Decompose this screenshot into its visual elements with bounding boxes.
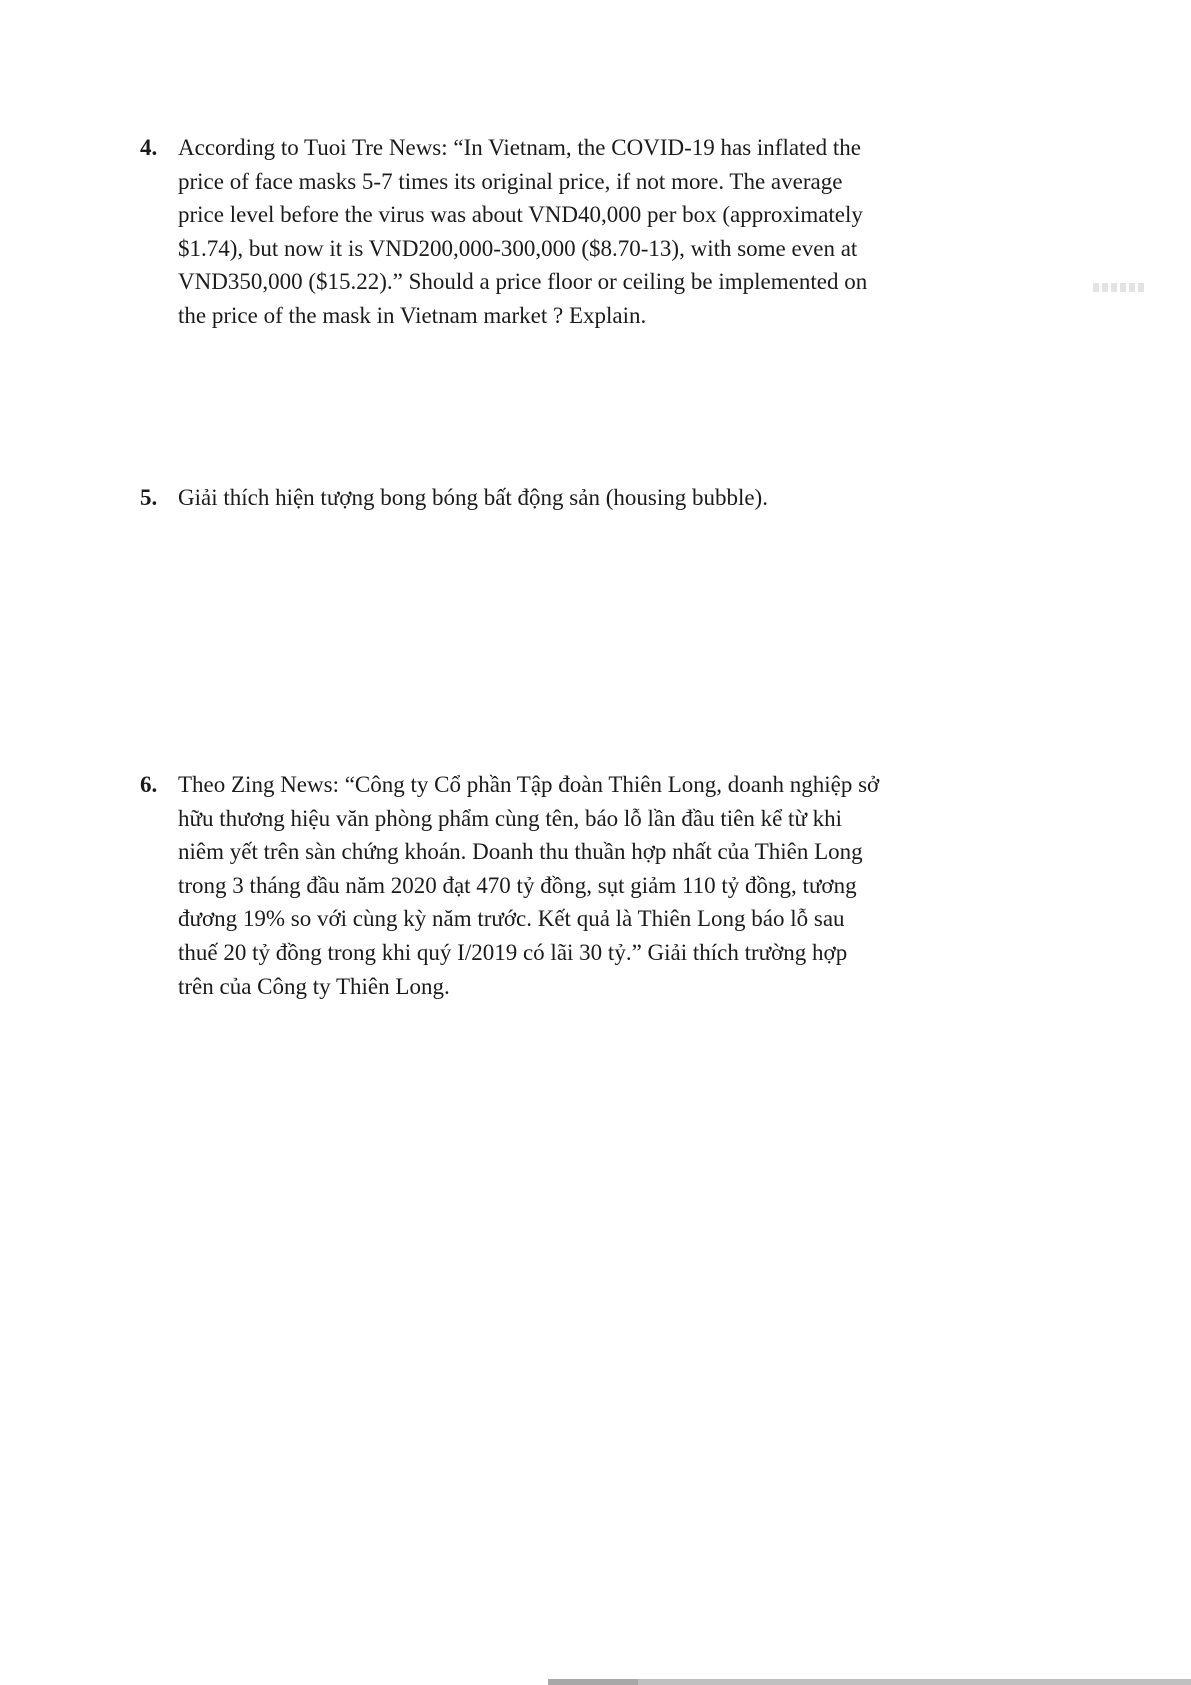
question-number: 6. — [140, 772, 158, 797]
faint-margin-artifact — [1093, 283, 1145, 292]
question-line: hữu thương hiệu văn phòng phẩm cùng tên, báo lỗ lần đầu tiên kể từ khi — [178, 805, 843, 831]
question-item-6 — [140, 768, 970, 1003]
question-item-5 — [140, 481, 970, 515]
question-text — [178, 481, 970, 515]
question-line: niêm yết trên sàn chứng khoán. Doanh thu thuần hợp nhất của Thiên Long — [178, 839, 863, 865]
question-number: 4. — [140, 135, 158, 160]
question-line: Giải thích hiện tượng bong bóng bất động sản (housing bubble). — [178, 485, 768, 510]
question-line: the price of the mask in Vietnam market ? Explain. — [178, 302, 647, 328]
question-text — [178, 768, 970, 1003]
question-line: thuế 20 tỷ đồng trong khi quý I/2019 có lãi 30 tỷ.” Giải thích trường hợp — [178, 939, 848, 965]
bottom-edge-bar — [548, 1679, 1191, 1685]
question-line: price level before the virus was about VND40,000 per box (approximately — [178, 202, 863, 228]
question-line: Theo Zing News: “Công ty Cổ phần Tập đoàn Thiên Long, doanh nghiệp sở — [178, 772, 880, 797]
question-line: price of face masks 5-7 times its original price, if not more. The average — [178, 168, 843, 194]
question-number: 5. — [140, 485, 158, 510]
bottom-edge-bar-segment — [548, 1679, 638, 1685]
question-line: VND350,000 ($15.22).” Should a price floor or ceiling be implemented on — [178, 269, 868, 295]
question-line: According to Tuoi Tre News: “In Vietnam, the COVID-19 has inflated the — [178, 135, 862, 160]
question-line: $1.74), but now it is VND200,000-300,000 ($8.70-13), with some even at — [178, 235, 858, 261]
question-line: đương 19% so với cùng kỳ năm trước. Kết quả là Thiên Long báo lỗ sau — [178, 906, 845, 932]
question-line: trong 3 tháng đầu năm 2020 đạt 470 tỷ đồng, sụt giảm 110 tỷ đồng, tương — [178, 872, 857, 898]
question-text — [178, 131, 970, 333]
question-line: trên của Công ty Thiên Long. — [178, 973, 450, 999]
question-item-4 — [140, 131, 970, 333]
